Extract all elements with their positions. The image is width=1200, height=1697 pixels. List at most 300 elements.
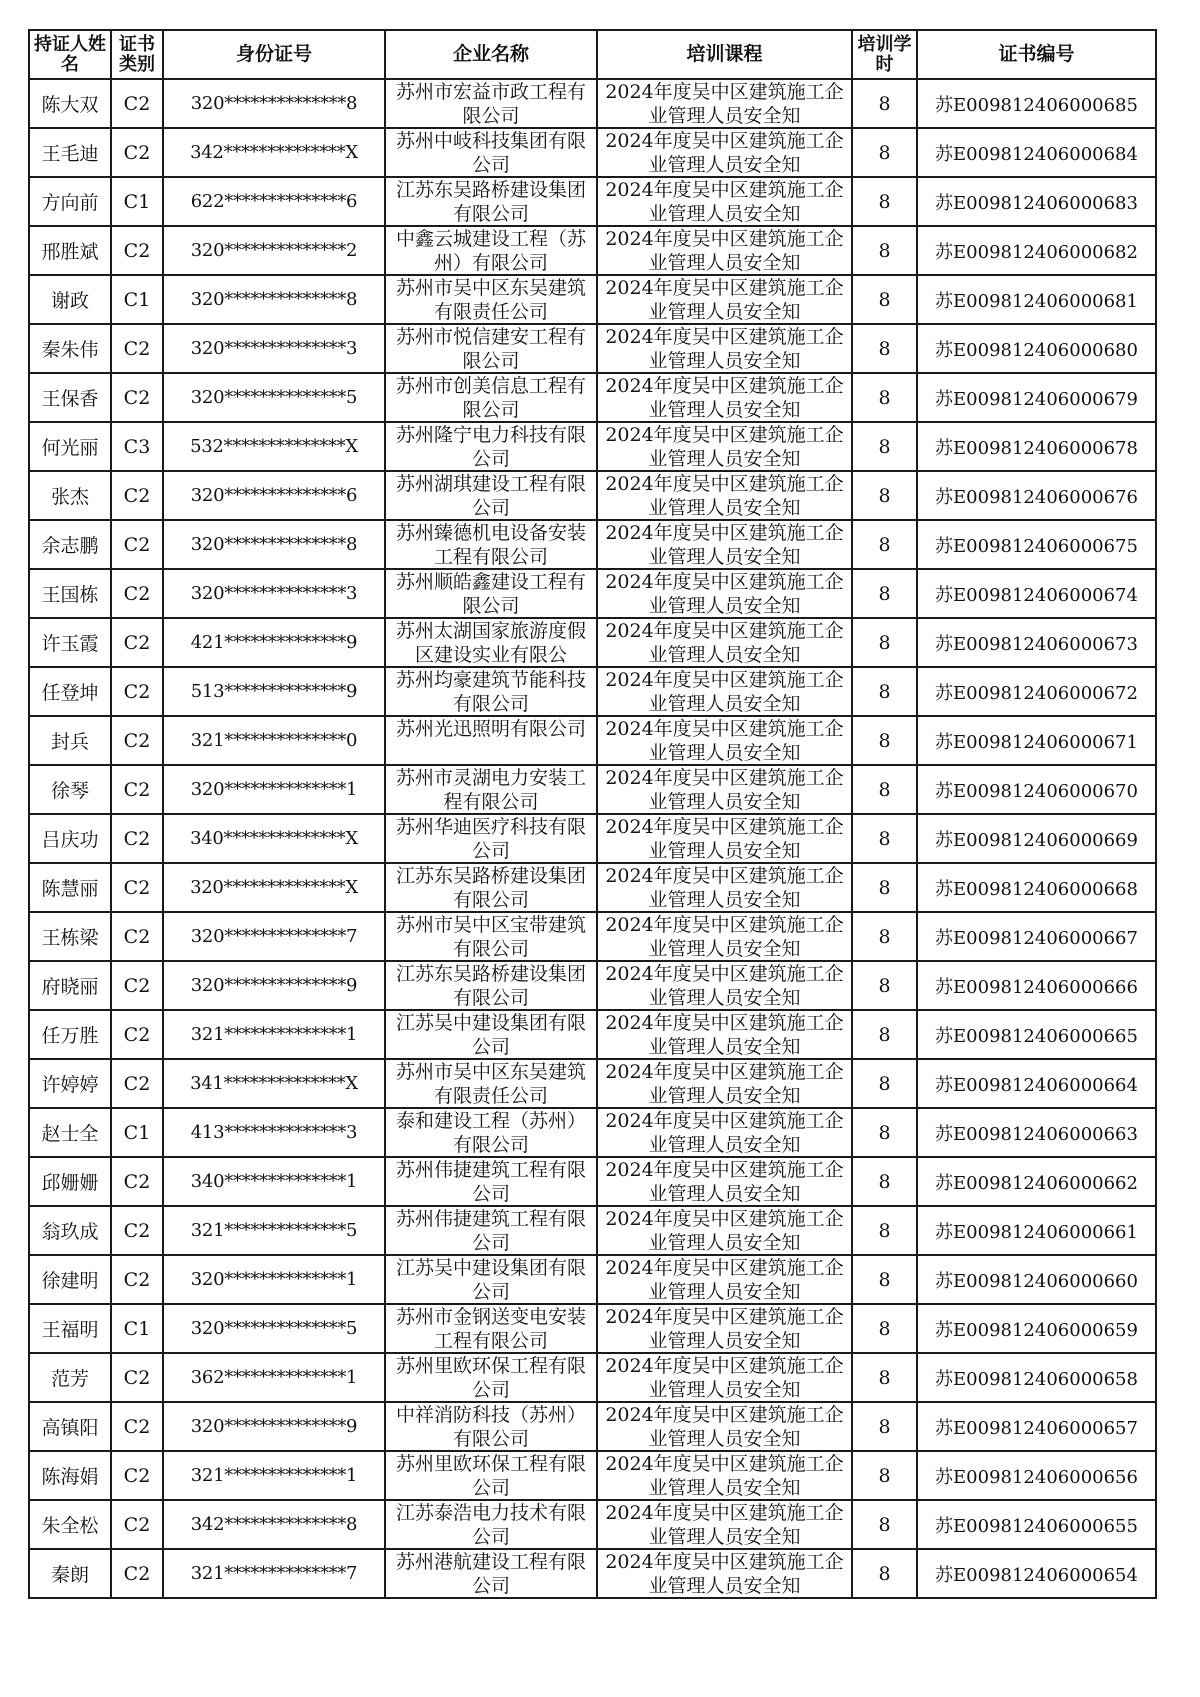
header-company: 企业名称 xyxy=(385,30,597,79)
cell-course-text: 2024年度吴中区建筑施工企业管理人员安全知 xyxy=(605,1208,844,1254)
cell-hours: 8 xyxy=(852,569,917,618)
cell-id-number: 320**************7 xyxy=(163,912,385,961)
cell-cert-no: 苏E009812406000666 xyxy=(917,961,1156,1010)
cell-course xyxy=(597,1255,852,1304)
table-row xyxy=(29,1206,1156,1255)
cell-hours: 8 xyxy=(852,373,917,422)
cell-course xyxy=(597,275,852,324)
cell-id-number: 321**************5 xyxy=(163,1206,385,1255)
cell-hours: 8 xyxy=(852,765,917,814)
cell-company-text: 江苏东吴路桥建设集团有限公司 xyxy=(395,963,586,1009)
cell-course-text: 2024年度吴中区建筑施工企业管理人员安全知 xyxy=(605,1453,844,1499)
cell-course xyxy=(597,520,852,569)
cell-company-text: 苏州市悦信建安工程有限公司 xyxy=(395,326,586,372)
cell-company-text: 苏州里欧环保工程有限公司 xyxy=(395,1355,586,1401)
header-cert-type: 证书类别 xyxy=(111,30,163,79)
cell-hours: 8 xyxy=(852,716,917,765)
cell-name: 陈大双 xyxy=(29,79,111,128)
cell-id-number: 320**************2 xyxy=(163,226,385,275)
cell-course-text: 2024年度吴中区建筑施工企业管理人员安全知 xyxy=(605,1061,844,1107)
header-name: 持证人姓名 xyxy=(29,30,111,79)
table-row xyxy=(29,1451,1156,1500)
cell-id-number: 320**************X xyxy=(163,863,385,912)
cell-cert-no: 苏E009812406000678 xyxy=(917,422,1156,471)
cell-cert-type: C2 xyxy=(111,1206,163,1255)
cell-course-text: 2024年度吴中区建筑施工企业管理人员安全知 xyxy=(605,1355,844,1401)
cell-name: 封兵 xyxy=(29,716,111,765)
cell-course-text: 2024年度吴中区建筑施工企业管理人员安全知 xyxy=(605,1257,844,1303)
cell-id-number: 622**************6 xyxy=(163,177,385,226)
header-hours: 培训学时 xyxy=(852,30,917,79)
cell-cert-no: 苏E009812406000660 xyxy=(917,1255,1156,1304)
cell-company-text: 苏州隆宁电力科技有限公司 xyxy=(395,424,586,470)
cell-id-number: 413**************3 xyxy=(163,1108,385,1157)
cell-cert-no: 苏E009812406000683 xyxy=(917,177,1156,226)
cell-cert-type: C2 xyxy=(111,324,163,373)
cell-course xyxy=(597,79,852,128)
cell-name: 许婷婷 xyxy=(29,1059,111,1108)
cell-cert-no: 苏E009812406000685 xyxy=(917,79,1156,128)
cell-course-text: 2024年度吴中区建筑施工企业管理人员安全知 xyxy=(605,571,844,617)
cell-company-text: 苏州港航建设工程有限公司 xyxy=(395,1551,586,1597)
cell-cert-type: C2 xyxy=(111,1500,163,1549)
cell-company xyxy=(385,226,597,275)
cell-company-text: 泰和建设工程（苏州）有限公司 xyxy=(395,1110,586,1156)
cell-company xyxy=(385,716,597,765)
cell-cert-type: C2 xyxy=(111,1255,163,1304)
cell-company-text: 苏州华迪医疗科技有限公司 xyxy=(395,816,586,862)
cell-id-number: 320**************9 xyxy=(163,1402,385,1451)
cell-hours: 8 xyxy=(852,1255,917,1304)
cell-name: 王毛迪 xyxy=(29,128,111,177)
cell-course xyxy=(597,1353,852,1402)
cell-company-text: 苏州里欧环保工程有限公司 xyxy=(395,1453,586,1499)
cell-cert-type: C1 xyxy=(111,177,163,226)
cell-course-text: 2024年度吴中区建筑施工企业管理人员安全知 xyxy=(605,1502,844,1548)
cell-hours: 8 xyxy=(852,1549,917,1598)
cell-id-number: 340**************1 xyxy=(163,1157,385,1206)
cell-company-text: 苏州顺皓鑫建设工程有限公司 xyxy=(395,571,586,617)
header-cert-no: 证书编号 xyxy=(917,30,1156,79)
cell-hours: 8 xyxy=(852,324,917,373)
cell-cert-type: C2 xyxy=(111,1549,163,1598)
cell-cert-no: 苏E009812406000654 xyxy=(917,1549,1156,1598)
cell-hours: 8 xyxy=(852,177,917,226)
header-id-number: 身份证号 xyxy=(163,30,385,79)
cell-cert-no: 苏E009812406000658 xyxy=(917,1353,1156,1402)
cell-hours: 8 xyxy=(852,79,917,128)
cell-name: 秦朱伟 xyxy=(29,324,111,373)
cell-course xyxy=(597,177,852,226)
table-row xyxy=(29,667,1156,716)
cell-company xyxy=(385,520,597,569)
cell-name: 府晓丽 xyxy=(29,961,111,1010)
cell-id-number: 320**************8 xyxy=(163,520,385,569)
cell-course xyxy=(597,324,852,373)
cell-name: 范芳 xyxy=(29,1353,111,1402)
cell-company xyxy=(385,79,597,128)
cell-course xyxy=(597,471,852,520)
cell-company xyxy=(385,1304,597,1353)
cell-cert-no: 苏E009812406000674 xyxy=(917,569,1156,618)
cell-company xyxy=(385,177,597,226)
cell-hours: 8 xyxy=(852,1353,917,1402)
cell-company-text: 苏州市吴中区东吴建筑有限责任公司 xyxy=(395,277,586,323)
cell-cert-no: 苏E009812406000655 xyxy=(917,1500,1156,1549)
cell-hours: 8 xyxy=(852,1010,917,1059)
table-row xyxy=(29,1059,1156,1108)
cell-hours: 8 xyxy=(852,128,917,177)
table-row xyxy=(29,1255,1156,1304)
table-row xyxy=(29,1353,1156,1402)
cell-id-number: 321**************1 xyxy=(163,1451,385,1500)
cell-course xyxy=(597,912,852,961)
cell-hours: 8 xyxy=(852,422,917,471)
cell-id-number: 342**************8 xyxy=(163,1500,385,1549)
cell-cert-type: C2 xyxy=(111,128,163,177)
cell-hours: 8 xyxy=(852,1157,917,1206)
cell-company-text: 苏州市创美信息工程有限公司 xyxy=(395,375,586,421)
cell-name: 余志鹏 xyxy=(29,520,111,569)
cell-company-text: 江苏东吴路桥建设集团有限公司 xyxy=(395,179,586,225)
cell-company xyxy=(385,1500,597,1549)
cell-name: 徐建明 xyxy=(29,1255,111,1304)
cell-cert-no: 苏E009812406000656 xyxy=(917,1451,1156,1500)
cell-course-text: 2024年度吴中区建筑施工企业管理人员安全知 xyxy=(605,816,844,862)
cell-course-text: 2024年度吴中区建筑施工企业管理人员安全知 xyxy=(605,1110,844,1156)
cell-course-text: 2024年度吴中区建筑施工企业管理人员安全知 xyxy=(605,669,844,715)
table-row xyxy=(29,863,1156,912)
cell-company-text: 苏州伟捷建筑工程有限公司 xyxy=(395,1208,586,1254)
cell-name: 王栋梁 xyxy=(29,912,111,961)
cell-cert-type: C1 xyxy=(111,275,163,324)
cell-cert-no: 苏E009812406000679 xyxy=(917,373,1156,422)
cell-id-number: 321**************7 xyxy=(163,1549,385,1598)
cell-name: 张杰 xyxy=(29,471,111,520)
cell-company xyxy=(385,1108,597,1157)
cell-company xyxy=(385,1451,597,1500)
cell-name: 徐琴 xyxy=(29,765,111,814)
cell-cert-no: 苏E009812406000673 xyxy=(917,618,1156,667)
table-row xyxy=(29,961,1156,1010)
cell-cert-no: 苏E009812406000672 xyxy=(917,667,1156,716)
cell-course xyxy=(597,1304,852,1353)
cell-name: 秦朗 xyxy=(29,1549,111,1598)
cell-id-number: 513**************9 xyxy=(163,667,385,716)
cell-name: 陈慧丽 xyxy=(29,863,111,912)
cell-cert-no: 苏E009812406000675 xyxy=(917,520,1156,569)
cell-cert-type: C2 xyxy=(111,912,163,961)
cell-id-number: 320**************6 xyxy=(163,471,385,520)
table-row xyxy=(29,716,1156,765)
cell-cert-type: C2 xyxy=(111,765,163,814)
cell-id-number: 342**************X xyxy=(163,128,385,177)
cell-company xyxy=(385,1402,597,1451)
cell-company-text: 苏州市吴中区宝带建筑有限公司 xyxy=(395,914,586,960)
cell-company xyxy=(385,569,597,618)
cell-course xyxy=(597,1108,852,1157)
cell-course-text: 2024年度吴中区建筑施工企业管理人员安全知 xyxy=(605,130,844,176)
cell-course-text: 2024年度吴中区建筑施工企业管理人员安全知 xyxy=(605,767,844,813)
cell-cert-type: C2 xyxy=(111,520,163,569)
table-row xyxy=(29,569,1156,618)
cell-course-text: 2024年度吴中区建筑施工企业管理人员安全知 xyxy=(605,228,844,274)
table-row xyxy=(29,1010,1156,1059)
cell-cert-no: 苏E009812406000662 xyxy=(917,1157,1156,1206)
cell-course xyxy=(597,1500,852,1549)
cell-course-text: 2024年度吴中区建筑施工企业管理人员安全知 xyxy=(605,620,844,666)
cell-company-text: 苏州太湖国家旅游度假区建设实业有限公 xyxy=(395,620,586,666)
cell-company-text: 苏州中岐科技集团有限公司 xyxy=(395,130,586,176)
cell-id-number: 340**************X xyxy=(163,814,385,863)
cell-id-number: 320**************1 xyxy=(163,765,385,814)
cell-hours: 8 xyxy=(852,1059,917,1108)
cell-company xyxy=(385,422,597,471)
cell-company-text: 江苏吴中建设集团有限公司 xyxy=(395,1012,586,1058)
cell-name: 吕庆功 xyxy=(29,814,111,863)
cell-cert-type: C2 xyxy=(111,471,163,520)
cell-company-text: 苏州市灵湖电力安装工程有限公司 xyxy=(395,767,586,813)
cell-name: 王保香 xyxy=(29,373,111,422)
cell-course xyxy=(597,1010,852,1059)
certificate-sheet xyxy=(28,29,1157,1599)
cell-id-number: 321**************0 xyxy=(163,716,385,765)
cell-id-number: 320**************3 xyxy=(163,324,385,373)
cell-cert-type: C2 xyxy=(111,1157,163,1206)
cell-hours: 8 xyxy=(852,814,917,863)
table-row xyxy=(29,1108,1156,1157)
cell-name: 谢政 xyxy=(29,275,111,324)
cell-hours: 8 xyxy=(852,471,917,520)
cell-cert-type: C2 xyxy=(111,814,163,863)
cell-cert-no: 苏E009812406000664 xyxy=(917,1059,1156,1108)
cell-hours: 8 xyxy=(852,1451,917,1500)
cell-cert-no: 苏E009812406000671 xyxy=(917,716,1156,765)
table-row xyxy=(29,1402,1156,1451)
cell-cert-type: C2 xyxy=(111,79,163,128)
cell-company xyxy=(385,1255,597,1304)
cell-cert-type: C2 xyxy=(111,226,163,275)
cell-company-text: 江苏泰浩电力技术有限公司 xyxy=(395,1502,586,1548)
table-row xyxy=(29,79,1156,128)
cell-cert-no: 苏E009812406000667 xyxy=(917,912,1156,961)
cell-company-text: 江苏东吴路桥建设集团有限公司 xyxy=(395,865,586,911)
table-row xyxy=(29,324,1156,373)
cell-course xyxy=(597,716,852,765)
cell-name: 朱全松 xyxy=(29,1500,111,1549)
cell-company xyxy=(385,667,597,716)
cell-course-text: 2024年度吴中区建筑施工企业管理人员安全知 xyxy=(605,865,844,911)
cell-company xyxy=(385,1353,597,1402)
cell-course-text: 2024年度吴中区建筑施工企业管理人员安全知 xyxy=(605,1012,844,1058)
cell-name: 翁玖成 xyxy=(29,1206,111,1255)
cell-cert-type: C2 xyxy=(111,667,163,716)
cell-company xyxy=(385,471,597,520)
cell-cert-type: C2 xyxy=(111,863,163,912)
cell-hours: 8 xyxy=(852,1402,917,1451)
table-row xyxy=(29,177,1156,226)
cell-cert-no: 苏E009812406000684 xyxy=(917,128,1156,177)
cell-company xyxy=(385,1059,597,1108)
cell-name: 王国栋 xyxy=(29,569,111,618)
cell-hours: 8 xyxy=(852,961,917,1010)
cell-company xyxy=(385,765,597,814)
cell-cert-no: 苏E009812406000680 xyxy=(917,324,1156,373)
cell-course-text: 2024年度吴中区建筑施工企业管理人员安全知 xyxy=(605,375,844,421)
cell-course xyxy=(597,226,852,275)
cell-cert-type: C2 xyxy=(111,716,163,765)
cell-course-text: 2024年度吴中区建筑施工企业管理人员安全知 xyxy=(605,1404,844,1450)
cell-name: 方向前 xyxy=(29,177,111,226)
cell-company-text: 中鑫云城建设工程（苏州）有限公司 xyxy=(395,228,586,274)
cell-hours: 8 xyxy=(852,1206,917,1255)
cell-cert-type: C3 xyxy=(111,422,163,471)
cell-company xyxy=(385,1206,597,1255)
cell-hours: 8 xyxy=(852,1108,917,1157)
header-course: 培训课程 xyxy=(597,30,852,79)
cell-course-text: 2024年度吴中区建筑施工企业管理人员安全知 xyxy=(605,522,844,568)
cell-company-text: 苏州光迅照明有限公司 xyxy=(395,718,586,740)
cell-course-text: 2024年度吴中区建筑施工企业管理人员安全知 xyxy=(605,81,844,127)
cell-hours: 8 xyxy=(852,912,917,961)
cell-hours: 8 xyxy=(852,667,917,716)
cell-cert-type: C2 xyxy=(111,961,163,1010)
table-header xyxy=(29,30,1156,79)
cell-course xyxy=(597,1451,852,1500)
cell-course xyxy=(597,863,852,912)
cell-hours: 8 xyxy=(852,1500,917,1549)
cell-cert-no: 苏E009812406000669 xyxy=(917,814,1156,863)
cell-name: 许玉霞 xyxy=(29,618,111,667)
cell-cert-no: 苏E009812406000657 xyxy=(917,1402,1156,1451)
cell-course xyxy=(597,667,852,716)
cell-company-text: 苏州市金钢送变电安装工程有限公司 xyxy=(395,1306,586,1352)
cell-cert-type: C2 xyxy=(111,1402,163,1451)
cell-course-text: 2024年度吴中区建筑施工企业管理人员安全知 xyxy=(605,424,844,470)
cell-course xyxy=(597,1206,852,1255)
cell-company xyxy=(385,128,597,177)
cell-id-number: 320**************5 xyxy=(163,1304,385,1353)
cell-id-number: 341**************X xyxy=(163,1059,385,1108)
cell-company-text: 苏州市宏益市政工程有限公司 xyxy=(395,81,586,127)
table-row xyxy=(29,520,1156,569)
cell-id-number: 320**************9 xyxy=(163,961,385,1010)
cell-cert-type: C2 xyxy=(111,1451,163,1500)
cell-name: 赵士全 xyxy=(29,1108,111,1157)
cell-company xyxy=(385,961,597,1010)
cell-hours: 8 xyxy=(852,226,917,275)
table-row xyxy=(29,618,1156,667)
cell-id-number: 320**************1 xyxy=(163,1255,385,1304)
cell-cert-no: 苏E009812406000682 xyxy=(917,226,1156,275)
table-row xyxy=(29,1549,1156,1598)
cell-course-text: 2024年度吴中区建筑施工企业管理人员安全知 xyxy=(605,326,844,372)
cell-id-number: 320**************8 xyxy=(163,79,385,128)
cell-course-text: 2024年度吴中区建筑施工企业管理人员安全知 xyxy=(605,1306,844,1352)
cell-id-number: 320**************8 xyxy=(163,275,385,324)
cell-company xyxy=(385,373,597,422)
cell-company xyxy=(385,912,597,961)
cell-company-text: 苏州均豪建筑节能科技有限公司 xyxy=(395,669,586,715)
cell-course xyxy=(597,569,852,618)
cell-id-number: 362**************1 xyxy=(163,1353,385,1402)
table-row xyxy=(29,765,1156,814)
cell-cert-no: 苏E009812406000663 xyxy=(917,1108,1156,1157)
cell-course xyxy=(597,814,852,863)
table-row xyxy=(29,912,1156,961)
cell-name: 邱姗姗 xyxy=(29,1157,111,1206)
cell-company xyxy=(385,1157,597,1206)
cell-id-number: 532**************X xyxy=(163,422,385,471)
cell-hours: 8 xyxy=(852,1304,917,1353)
table-row xyxy=(29,128,1156,177)
cell-course-text: 2024年度吴中区建筑施工企业管理人员安全知 xyxy=(605,179,844,225)
cell-course xyxy=(597,422,852,471)
cell-name: 任万胜 xyxy=(29,1010,111,1059)
cell-name: 王福明 xyxy=(29,1304,111,1353)
table-row xyxy=(29,1304,1156,1353)
cell-course xyxy=(597,1157,852,1206)
cell-course-text: 2024年度吴中区建筑施工企业管理人员安全知 xyxy=(605,1551,844,1597)
cell-cert-type: C2 xyxy=(111,1059,163,1108)
table-row xyxy=(29,422,1156,471)
cell-course-text: 2024年度吴中区建筑施工企业管理人员安全知 xyxy=(605,473,844,519)
cell-cert-type: C2 xyxy=(111,1010,163,1059)
cell-course-text: 2024年度吴中区建筑施工企业管理人员安全知 xyxy=(605,718,844,764)
cell-course xyxy=(597,961,852,1010)
cell-name: 何光丽 xyxy=(29,422,111,471)
cell-course-text: 2024年度吴中区建筑施工企业管理人员安全知 xyxy=(605,963,844,1009)
cell-hours: 8 xyxy=(852,618,917,667)
cell-company-text: 江苏吴中建设集团有限公司 xyxy=(395,1257,586,1303)
cell-cert-type: C1 xyxy=(111,1108,163,1157)
cell-course xyxy=(597,128,852,177)
cell-course xyxy=(597,1059,852,1108)
cell-company xyxy=(385,863,597,912)
cell-course xyxy=(597,765,852,814)
cell-company-text: 苏州湖琪建设工程有限公司 xyxy=(395,473,586,519)
cell-hours: 8 xyxy=(852,275,917,324)
cell-name: 高镇阳 xyxy=(29,1402,111,1451)
cell-course xyxy=(597,373,852,422)
table-row xyxy=(29,1500,1156,1549)
cell-company xyxy=(385,1010,597,1059)
table-row xyxy=(29,1157,1156,1206)
cell-cert-type: C2 xyxy=(111,618,163,667)
cell-cert-type: C2 xyxy=(111,1353,163,1402)
cell-cert-no: 苏E009812406000661 xyxy=(917,1206,1156,1255)
cell-id-number: 320**************5 xyxy=(163,373,385,422)
cell-name: 陈海娟 xyxy=(29,1451,111,1500)
cell-company xyxy=(385,618,597,667)
table-row xyxy=(29,373,1156,422)
cell-cert-no: 苏E009812406000668 xyxy=(917,863,1156,912)
cell-hours: 8 xyxy=(852,863,917,912)
cell-company-text: 苏州伟捷建筑工程有限公司 xyxy=(395,1159,586,1205)
table-body xyxy=(29,79,1156,1598)
cell-course-text: 2024年度吴中区建筑施工企业管理人员安全知 xyxy=(605,1159,844,1205)
cell-id-number: 321**************1 xyxy=(163,1010,385,1059)
cell-company xyxy=(385,814,597,863)
cell-cert-no: 苏E009812406000676 xyxy=(917,471,1156,520)
cell-company-text: 苏州臻德机电设备安装工程有限公司 xyxy=(395,522,586,568)
cell-cert-type: C1 xyxy=(111,1304,163,1353)
cell-cert-no: 苏E009812406000665 xyxy=(917,1010,1156,1059)
cell-company xyxy=(385,324,597,373)
cell-cert-type: C2 xyxy=(111,569,163,618)
cell-company-text: 中祥消防科技（苏州）有限公司 xyxy=(395,1404,586,1450)
cell-course xyxy=(597,1402,852,1451)
